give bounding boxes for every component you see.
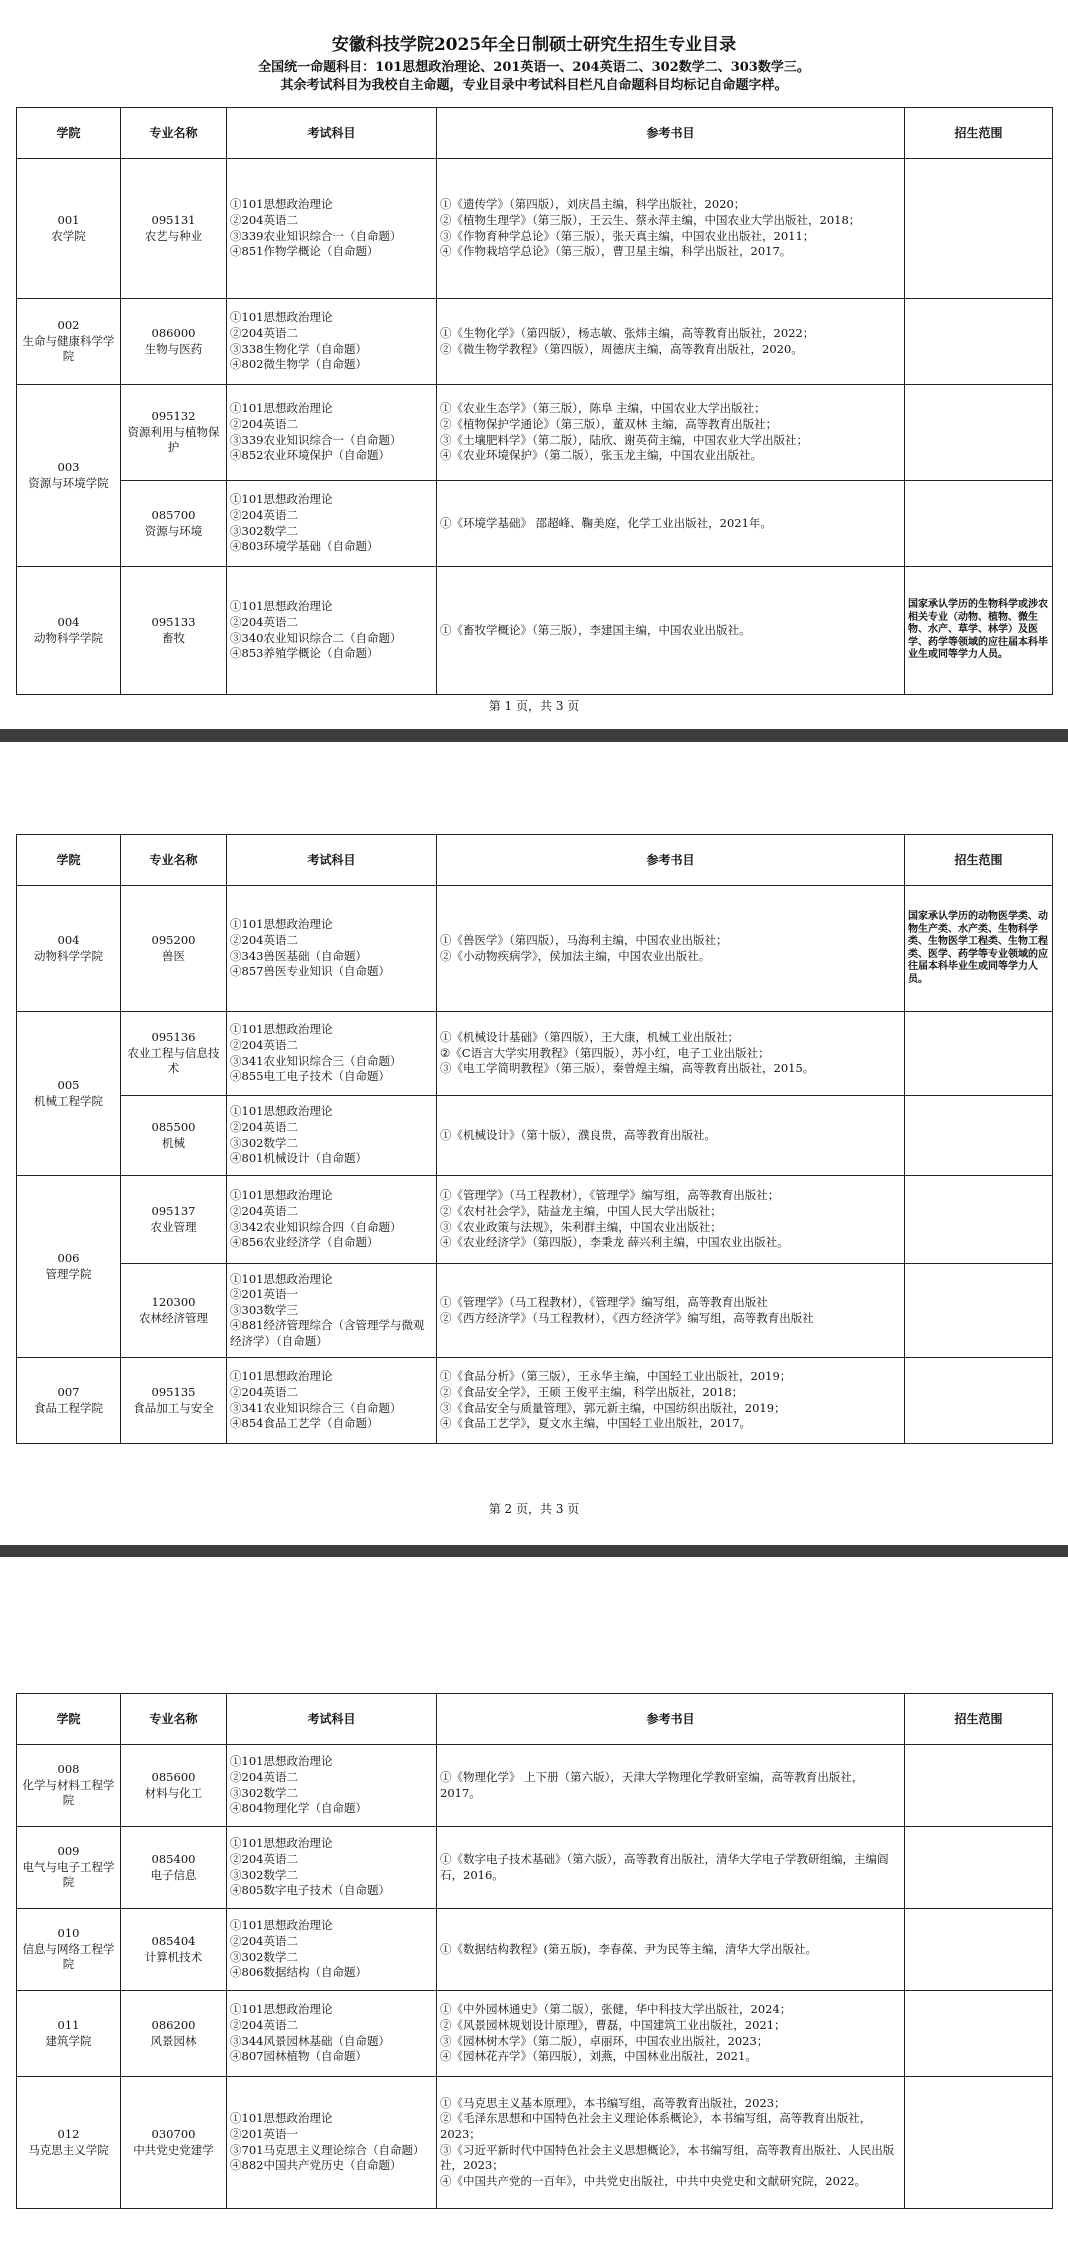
table-row [17, 1909, 1053, 1991]
header-books: 参考书目 [437, 1694, 905, 1745]
major-cell: 095131 农艺与种业 [121, 159, 227, 299]
scope-cell [905, 2077, 1053, 2209]
table-row [17, 1012, 1053, 1096]
page-1 [0, 0, 1068, 728]
table-row [17, 1176, 1053, 1264]
scope-cell [905, 159, 1053, 299]
subjects-cell: ①101思想政治理论 ②204英语二 ③302数学二 ④805数字电子技术（自命题） [227, 1827, 437, 1909]
college-cell: 007 食品工程学院 [17, 1358, 121, 1444]
header-scope: 招生范围 [905, 835, 1053, 886]
books-cell: ①《机械设计》（第十版），濮良贵，高等教育出版社。 [437, 1096, 905, 1176]
scope-cell [905, 299, 1053, 385]
major-cell: 095132 资源利用与植物保护 [121, 385, 227, 481]
major-cell: 086000 生物与医药 [121, 299, 227, 385]
books-cell: ①《管理学》（马工程教材），《管理学》编写组，高等教育出版社 ②《西方经济学》（马工程教材），《西方经济学》编写组，高等教育出版社 [437, 1264, 905, 1358]
books-cell: ①《马克思主义基本原理》，本书编写组，高等教育出版社，2023； ②《毛泽东思想和中国特色社会主义理论体系概论》，本书编写组，高等教育出版社，2023； ③《习近平新时代中国特色社会主义思想概论》，本书编写组，高等教育出版社、人民出版社，2023； ④《中国共产党的一百年》，中共党史出版社，中共中央党史和文献研究院，2022。 [437, 2077, 905, 2209]
scope-cell [905, 1909, 1053, 1991]
catalog-table-2 [16, 834, 1053, 1444]
table-row [17, 1264, 1053, 1358]
table-row [17, 385, 1053, 481]
books-cell: ①《数字电子技术基础》（第六版），高等教育出版社，清华大学电子学教研组编，主编阎石，2016。 [437, 1827, 905, 1909]
table-row [17, 886, 1053, 1012]
page-separator [0, 729, 1068, 742]
major-cell: 030700 中共党史党建学 [121, 2077, 227, 2209]
catalog-table-3 [16, 1693, 1053, 2209]
books-cell: ①《物理化学》 上下册（第六版），天津大学物理化学教研室编，高等教育出版社， 2017。 [437, 1745, 905, 1827]
books-cell: ①《农业生态学》（第三版），陈阜 主编，中国农业大学出版社； ②《植物保护学通论》（第三版），董双林 主编，高等教育出版社； ③《土壤肥料学》（第二版），陆欣、谢英荷主编，中国农业大学出版社； ④《农业环境保护》（第二版），张玉龙主编，中国农业出版社。 [437, 385, 905, 481]
scope-cell [905, 1991, 1053, 2077]
scope-cell [905, 1745, 1053, 1827]
table-row [17, 1358, 1053, 1444]
college-cell: 009 电气与电子工程学院 [17, 1827, 121, 1909]
subjects-cell: ①101思想政治理论 ②204英语二 ③344风景园林基础（自命题） ④807园林植物（自命题） [227, 1991, 437, 2077]
books-cell: ①《管理学》（马工程教材），《管理学》编写组，高等教育出版社； ②《农村社会学》，陆益龙主编，中国人民大学出版社； ③《农业政策与法规》，朱利群主编，中国农业出版社； ④《农业经济学》（第四版），李秉龙 薛兴利主编，中国农业出版社。 [437, 1176, 905, 1264]
scope-cell [905, 1096, 1053, 1176]
table-row [17, 1991, 1053, 2077]
scope-cell [905, 385, 1053, 481]
catalog-table-1 [16, 107, 1053, 695]
table-row [17, 481, 1053, 567]
college-cell: 011 建筑学院 [17, 1991, 121, 2077]
page-footer: 第 1 页，共 3 页 [488, 699, 580, 713]
header-books: 参考书目 [437, 108, 905, 159]
subjects-cell: ①101思想政治理论 ②204英语二 ③341农业知识综合三（自命题） ④854食品工艺学（自命题） [227, 1358, 437, 1444]
scope-cell [905, 1827, 1053, 1909]
header-major: 专业名称 [121, 1694, 227, 1745]
subjects-cell: ①101思想政治理论 ②204英语二 ③302数学二 ④803环境学基础（自命题） [227, 481, 437, 567]
major-cell: 085400 电子信息 [121, 1827, 227, 1909]
major-cell: 085600 材料与化工 [121, 1745, 227, 1827]
scope-cell: 国家承认学历的生物科学或涉农相关专业（动物、植物、微生物、水产、草学、林学）及医学、药学等领域的应往届本科毕业生或同等学力人员。 [905, 567, 1053, 695]
college-cell: 008 化学与材料工程学院 [17, 1745, 121, 1827]
header-college: 学院 [17, 835, 121, 886]
document-title: 安徽科技学院2025年全日制硕士研究生招生专业目录 [331, 35, 737, 55]
header-major: 专业名称 [121, 108, 227, 159]
scope-cell: 国家承认学历的动物医学类、动物生产类、水产类、生物科学类、生物医学工程类、生物工程类、医学、药学等专业领域的应往届本科毕业生或同等学力人员。 [905, 886, 1053, 1012]
subjects-cell: ①101思想政治理论 ②204英语二 ③342农业知识综合四（自命题） ④856农业经济学（自命题） [227, 1176, 437, 1264]
table-row [17, 159, 1053, 299]
header-subjects: 考试科目 [227, 108, 437, 159]
major-cell: 085500 机械 [121, 1096, 227, 1176]
college-cell: 005 机械工程学院 [17, 1012, 121, 1176]
major-cell: 085700 资源与环境 [121, 481, 227, 567]
major-cell: 120300 农林经济管理 [121, 1264, 227, 1358]
subjects-cell: ①101思想政治理论 ②204英语二 ③339农业知识综合一（自命题） ④851作物学概论（自命题） [227, 159, 437, 299]
subjects-cell: ①101思想政治理论 ②201英语一 ③701马克思主义理论综合（自命题） ④882中国共产党历史（自命题） [227, 2077, 437, 2209]
scope-cell [905, 1176, 1053, 1264]
page-3 [0, 1557, 1068, 2249]
subjects-cell: ①101思想政治理论 ②204英语二 ③343兽医基础（自命题） ④857兽医专业知识（自命题） [227, 886, 437, 1012]
subjects-cell: ①101思想政治理论 ②204英语二 ③302数学二 ④801机械设计（自命题） [227, 1096, 437, 1176]
college-cell: 002 生命与健康科学学院 [17, 299, 121, 385]
scope-cell [905, 1012, 1053, 1096]
document-subtitle-2: 其余考试科目为我校自主命题，专业目录中考试科目栏凡自命题科目均标记自命题字样。 [280, 78, 788, 93]
page-footer: 第 2 页，共 3 页 [488, 1502, 580, 1516]
page-2 [0, 742, 1068, 1545]
major-cell: 095133 畜牧 [121, 567, 227, 695]
books-cell: ①《畜牧学概论》（第三版），李建国主编，中国农业出版社。 [437, 567, 905, 695]
major-cell: 095136 农业工程与信息技术 [121, 1012, 227, 1096]
major-cell: 085404 计算机技术 [121, 1909, 227, 1991]
books-cell: ①《机械设计基础》（第四版），王大康，机械工业出版社； ②《C语言大学实用教程》（第四版），苏小红，电子工业出版社； ③《电工学简明教程》（第三版），秦曾煌主编，高等教育出版社，2015。 [437, 1012, 905, 1096]
college-cell: 001 农学院 [17, 159, 121, 299]
scope-cell [905, 1358, 1053, 1444]
major-cell: 095200 兽医 [121, 886, 227, 1012]
major-cell: 095135 食品加工与安全 [121, 1358, 227, 1444]
header-major: 专业名称 [121, 835, 227, 886]
header-scope: 招生范围 [905, 108, 1053, 159]
major-cell: 086200 风景园林 [121, 1991, 227, 2077]
header-subjects: 考试科目 [227, 835, 437, 886]
header-scope: 招生范围 [905, 1694, 1053, 1745]
table-row [17, 2077, 1053, 2209]
table-row [17, 299, 1053, 385]
books-cell: ①《兽医学》（第四版），马海利主编，中国农业出版社； ②《小动物疾病学》，侯加法主编，中国农业出版社。 [437, 886, 905, 1012]
table-row [17, 567, 1053, 695]
college-cell: 004 动物科学学院 [17, 886, 121, 1012]
college-cell: 006 管理学院 [17, 1176, 121, 1358]
subjects-cell: ①101思想政治理论 ②204英语二 ③338生物化学（自命题） ④802微生物学（自命题） [227, 299, 437, 385]
table-row [17, 1745, 1053, 1827]
header-subjects: 考试科目 [227, 1694, 437, 1745]
college-cell: 003 资源与环境学院 [17, 385, 121, 567]
books-cell: ①《食品分析》（第三版），王永华主编，中国轻工业出版社，2019； ②《食品安全学》，王硕 王俊平主编，科学出版社，2018； ③《食品安全与质量管理》，郭元新主编，中国纺织出版社，2019； ④《食品工艺学》，夏文水主编，中国轻工业出版社，2017。 [437, 1358, 905, 1444]
college-cell: 004 动物科学学院 [17, 567, 121, 695]
books-cell: ①《生物化学》（第四版），杨志敏、张炜主编，高等教育出版社，2022； ②《微生物学教程》（第四版），周德庆主编，高等教育出版社，2020。 [437, 299, 905, 385]
subjects-cell: ①101思想政治理论 ②204英语二 ③302数学二 ④804物理化学（自命题） [227, 1745, 437, 1827]
books-cell: ①《环境学基础》 邵超峰、鞠美庭，化学工业出版社，2021年。 [437, 481, 905, 567]
table-row [17, 1827, 1053, 1909]
subjects-cell: ①101思想政治理论 ②204英语二 ③340农业知识综合二（自命题） ④853养殖学概论（自命题） [227, 567, 437, 695]
subjects-cell: ①101思想政治理论 ②204英语二 ③339农业知识综合一（自命题） ④852农业环境保护（自命题） [227, 385, 437, 481]
books-cell: ①《数据结构教程》(第五版)，李春葆、尹为民等主编，清华大学出版社。 [437, 1909, 905, 1991]
table-row [17, 1096, 1053, 1176]
subjects-cell: ①101思想政治理论 ②204英语二 ③341农业知识综合三（自命题） ④855电工电子技术（自命题） [227, 1012, 437, 1096]
college-cell: 012 马克思主义学院 [17, 2077, 121, 2209]
document-subtitle-1: 全国统一命题科目：101思想政治理论、201英语一、204英语二、302数学二、303数学三。 [258, 60, 810, 75]
header-college: 学院 [17, 1694, 121, 1745]
header-books: 参考书目 [437, 835, 905, 886]
scope-cell [905, 481, 1053, 567]
subjects-cell: ①101思想政治理论 ②204英语二 ③302数学二 ④806数据结构（自命题） [227, 1909, 437, 1991]
books-cell: ①《中外园林通史》（第二版），张健，华中科技大学出版社，2024； ②《风景园林规划设计原理》，曹磊，中国建筑工业出版社，2021； ③《园林树木学》（第二版），卓丽环，中国农业出版社，2023； ④《园林花卉学》（第四版），刘燕，中国林业出版社，2021。 [437, 1991, 905, 2077]
major-cell: 095137 农业管理 [121, 1176, 227, 1264]
college-cell: 010 信息与网络工程学院 [17, 1909, 121, 1991]
subjects-cell: ①101思想政治理论 ②201英语一 ③303数学三 ④881经济管理综合（含管理学与微观经济学）（自命题） [227, 1264, 437, 1358]
scope-cell [905, 1264, 1053, 1358]
books-cell: ①《遗传学》（第四版），刘庆昌主编，科学出版社，2020； ②《植物生理学》（第三版），王云生、蔡永萍主编，中国农业大学出版社，2018； ③《作物育种学总论》（第三版），张天真主编，中国农业出版社，2011； ④《作物栽培学总论》（第三版），曹卫星主编，科学出版社，2017。 [437, 159, 905, 299]
page-separator [0, 1545, 1068, 1557]
header-college: 学院 [17, 108, 121, 159]
